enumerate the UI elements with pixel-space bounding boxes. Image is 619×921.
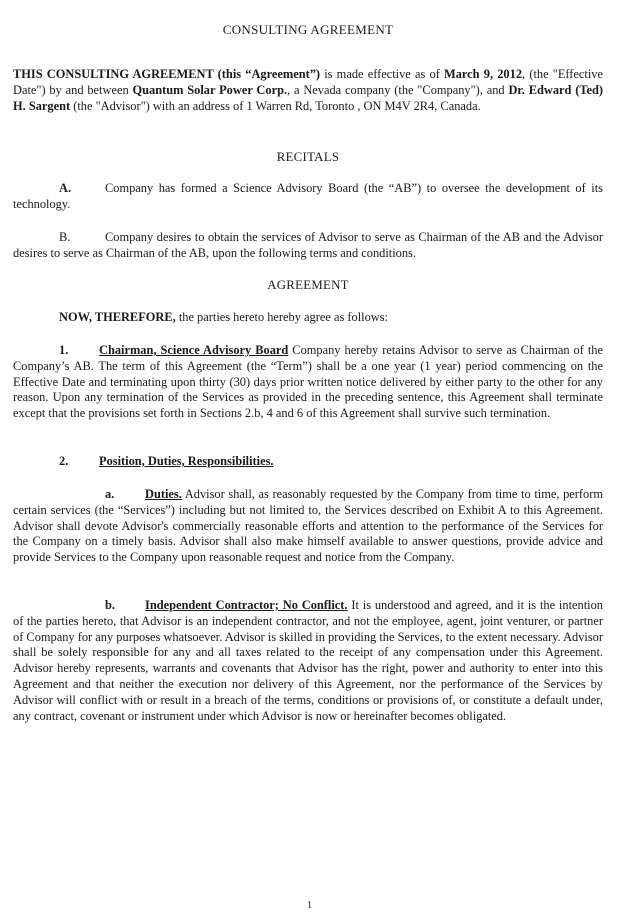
page-number: 1: [307, 900, 312, 911]
recital-b: [13, 230, 603, 262]
section-2b-title: Independent Contractor; No Conflict.: [145, 598, 348, 612]
section-2b-text: It is understood and agreed, and it is the intention of the parties hereto, that Advisor is an independent contractor, and not the employee, agent, joint venturer, or partner of Company for any purposes whatsoever. Advisor is skilled in providing the Services, to the extent necessary. Advisor shall be solely responsible for any and all taxes related to the receipt of any compensation under this Agreement. Advisor hereby represents, warrants and covenants that Advisor has the right, power and authority to enter into this Agreement and that neither the execution nor delivery of this Agreement, nor the performance of the Services by Advisor will conflict with or result in a breach of the terms, conditions or provisions of, or constitute a default under, any contract, covenant or instrument under which Advisor is now or hereinafter becomes obligated.: [13, 598, 603, 723]
section-2-title: Position, Duties, Responsibilities.: [99, 454, 274, 468]
section-2b: [13, 598, 603, 724]
now-therefore-bold: NOW, THEREFORE,: [59, 310, 176, 324]
document-title: CONSULTING AGREEMENT: [222, 22, 394, 37]
recital-a-label: A.: [59, 181, 72, 195]
section-2a-label: a.: [105, 487, 115, 501]
agreement-heading: AGREEMENT: [267, 278, 349, 292]
intro-text-1: is made effective as of: [320, 67, 445, 81]
intro-agreement-name: THIS CONSULTING AGREEMENT (this “Agreement”): [13, 67, 321, 81]
intro-paragraph: [13, 67, 603, 114]
intro-text-2: , (the "Effective Date") by and between: [13, 67, 604, 97]
recital-b-label: B.: [59, 230, 71, 244]
section-2a: [13, 487, 603, 566]
now-therefore-paragraph: [13, 310, 603, 326]
advisor-name: Dr. Edward (Ted) H. Sargent: [13, 82, 604, 113]
section-2a-title: Duties.: [145, 487, 182, 501]
effective-date: March 9, 2012: [444, 67, 523, 81]
section-2-number: 2.: [59, 454, 69, 468]
recital-b-text: Company desires to obtain the services of Advisor to serve as Chairman of the AB and the Advisor desires to serve as Chairman of the AB, upon the following terms and conditions.: [13, 230, 603, 260]
recitals-heading: RECITALS: [276, 150, 340, 164]
section-2: [13, 454, 603, 470]
section-1-text: Company hereby retains Advisor to serve as Chairman of the Company’s AB. The term of this Agreement (the “Term”) shall be a one year (1 year) period commencing on the Effective Date and terminating upon thirty (30) days prior written notice delivered by either party to the other for any reason. Upon any termination of the Services as provided in the preceding sentence, this Agreement shall terminate except that the provisions set forth in Sections 2.b, 4 and 6 of this Agreement shall survive such termination.: [13, 343, 603, 421]
company-name: Quantum Solar Power Corp.: [132, 82, 288, 97]
recital-a-text: Company has formed a Science Advisory Board (the “AB”) to oversee the development of its technology.: [13, 181, 603, 211]
section-1-title: Chairman, Science Advisory Board: [99, 343, 289, 357]
intro-text-4: (the "Advisor") with an address of 1 Warren Rd, Toronto , ON M4V 2R4, Canada.: [70, 98, 481, 113]
section-1-number: 1.: [59, 343, 69, 357]
section-2b-label: b.: [105, 598, 115, 612]
section-2a-text: Advisor shall, as reasonably requested by the Company from time to time, perform certain services (the “Services”) including but not limited to, the Services described on Exhibit A to this Agreement. Advisor shall devote Advisor's commercially reasonable efforts and attention to the performance of the Services for the Company on a timely basis. Advisor shall also make himself available to answer questions, provide advice and provide Services to the Company upon reasonable request and notice from the Company.: [13, 487, 603, 565]
intro-text-3: , a Nevada company (the "Company"), and: [287, 82, 509, 97]
recital-a: [13, 181, 603, 213]
section-1: [13, 343, 603, 422]
now-therefore-text: the parties hereto hereby agree as follows:: [175, 310, 388, 324]
